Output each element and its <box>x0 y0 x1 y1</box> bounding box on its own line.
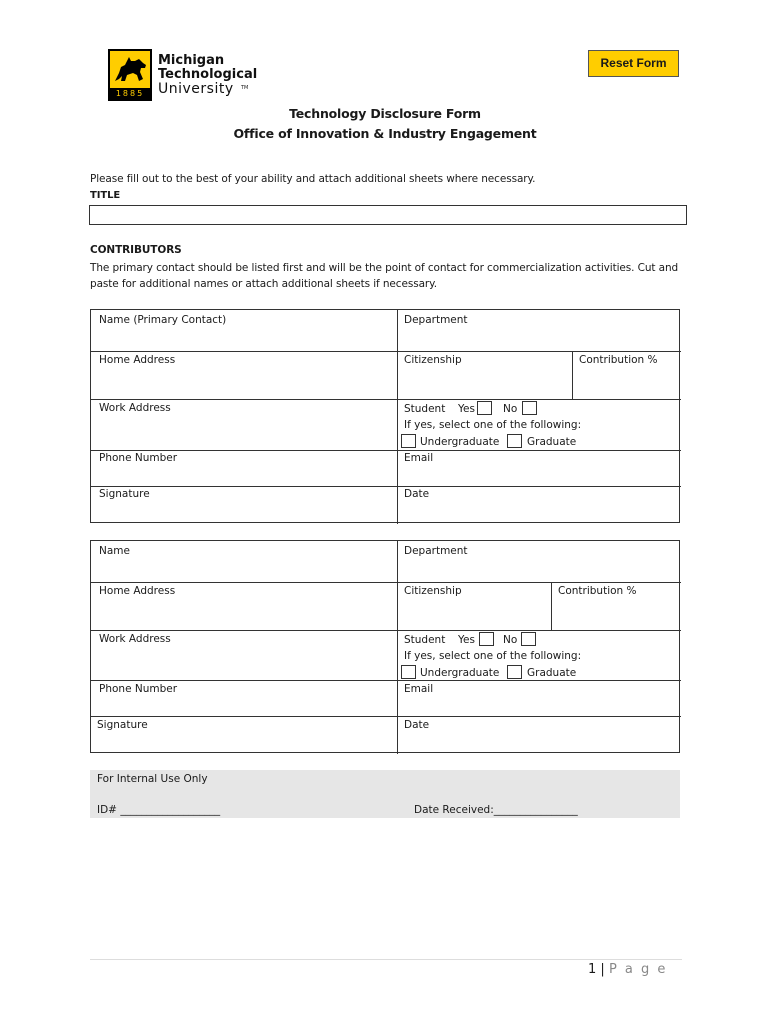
form-title: Technology Disclosure Form <box>289 106 481 121</box>
if-yes-label: If yes, select one of the following: <box>404 650 582 662</box>
signature-label: Signature <box>97 719 148 731</box>
department-label: Department <box>404 314 468 326</box>
page-word: P a g e <box>608 962 668 977</box>
footer-divider <box>90 959 682 960</box>
logo-text-university: University <box>158 81 234 97</box>
citizenship-label: Citizenship <box>404 585 462 597</box>
date-label: Date <box>404 488 430 500</box>
title-label: TITLE <box>90 190 121 201</box>
graduate-checkbox[interactable] <box>507 434 522 448</box>
contributors-note-line1: The primary contact should be listed first and will be the point of contact for commercialization activities. Cut and <box>90 262 679 274</box>
university-logo <box>108 49 273 103</box>
id-field[interactable]: ID# ___________________ <box>97 804 221 816</box>
phone-number-label: Phone Number <box>99 683 178 695</box>
signature-label: Signature <box>99 488 150 500</box>
internal-use-heading: For Internal Use Only <box>97 773 208 785</box>
work-address-label: Work Address <box>99 402 171 414</box>
undergraduate-label: Undergraduate <box>420 667 500 679</box>
date-received-field[interactable]: Date Received:________________ <box>414 804 578 816</box>
student-no-label: No <box>503 403 518 415</box>
student-no-checkbox[interactable] <box>521 632 536 646</box>
page-number-value: 1 <box>588 962 597 977</box>
student-label: Student <box>404 634 446 646</box>
page-number <box>588 962 667 977</box>
contributor-table-secondary <box>90 540 680 753</box>
student-yes-checkbox[interactable] <box>479 632 494 646</box>
title-field[interactable] <box>89 205 687 225</box>
home-address-label: Home Address <box>99 585 176 597</box>
student-no-label: No <box>503 634 518 646</box>
email-label: Email <box>404 683 434 695</box>
contribution-label: Contribution % <box>558 585 637 597</box>
graduate-checkbox[interactable] <box>507 665 522 679</box>
phone-number-label: Phone Number <box>99 452 178 464</box>
contribution-label: Contribution % <box>579 354 658 366</box>
husky-logo-mark <box>108 49 152 101</box>
logo-text-technological: Technological <box>158 67 258 82</box>
if-yes-label: If yes, select one of the following: <box>404 419 582 431</box>
student-no-checkbox[interactable] <box>522 401 537 415</box>
contributors-heading: CONTRIBUTORS <box>90 244 182 256</box>
department-label: Department <box>404 545 468 557</box>
date-label: Date <box>404 719 430 731</box>
page-separator: | <box>600 962 605 977</box>
contributors-note-line2: paste for additional names or attach additional sheets if necessary. <box>90 278 437 290</box>
undergraduate-checkbox[interactable] <box>401 665 416 679</box>
office-subtitle: Office of Innovation & Industry Engagement <box>233 126 537 141</box>
logo-year: 1885 <box>110 88 150 99</box>
husky-icon <box>113 55 149 85</box>
reset-form-button[interactable]: Reset Form <box>588 50 679 77</box>
undergraduate-label: Undergraduate <box>420 436 500 448</box>
student-label: Student <box>404 403 446 415</box>
email-label: Email <box>404 452 434 464</box>
name-label: Name <box>99 545 130 557</box>
home-address-label: Home Address <box>99 354 176 366</box>
student-yes-label: Yes <box>458 634 475 646</box>
name-primary-contact-label: Name (Primary Contact) <box>99 314 227 326</box>
work-address-label: Work Address <box>99 633 171 645</box>
undergraduate-checkbox[interactable] <box>401 434 416 448</box>
graduate-label: Graduate <box>527 436 577 448</box>
graduate-label: Graduate <box>527 667 577 679</box>
logo-text-michigan: Michigan <box>158 53 225 68</box>
student-yes-checkbox[interactable] <box>477 401 492 415</box>
logo-trademark: TM <box>241 85 249 91</box>
contributor-table-primary <box>90 309 680 523</box>
citizenship-label: Citizenship <box>404 354 462 366</box>
internal-use-section <box>90 770 680 818</box>
student-yes-label: Yes <box>458 403 475 415</box>
instructions-text: Please fill out to the best of your ability and attach additional sheets where necessary. <box>90 173 536 185</box>
